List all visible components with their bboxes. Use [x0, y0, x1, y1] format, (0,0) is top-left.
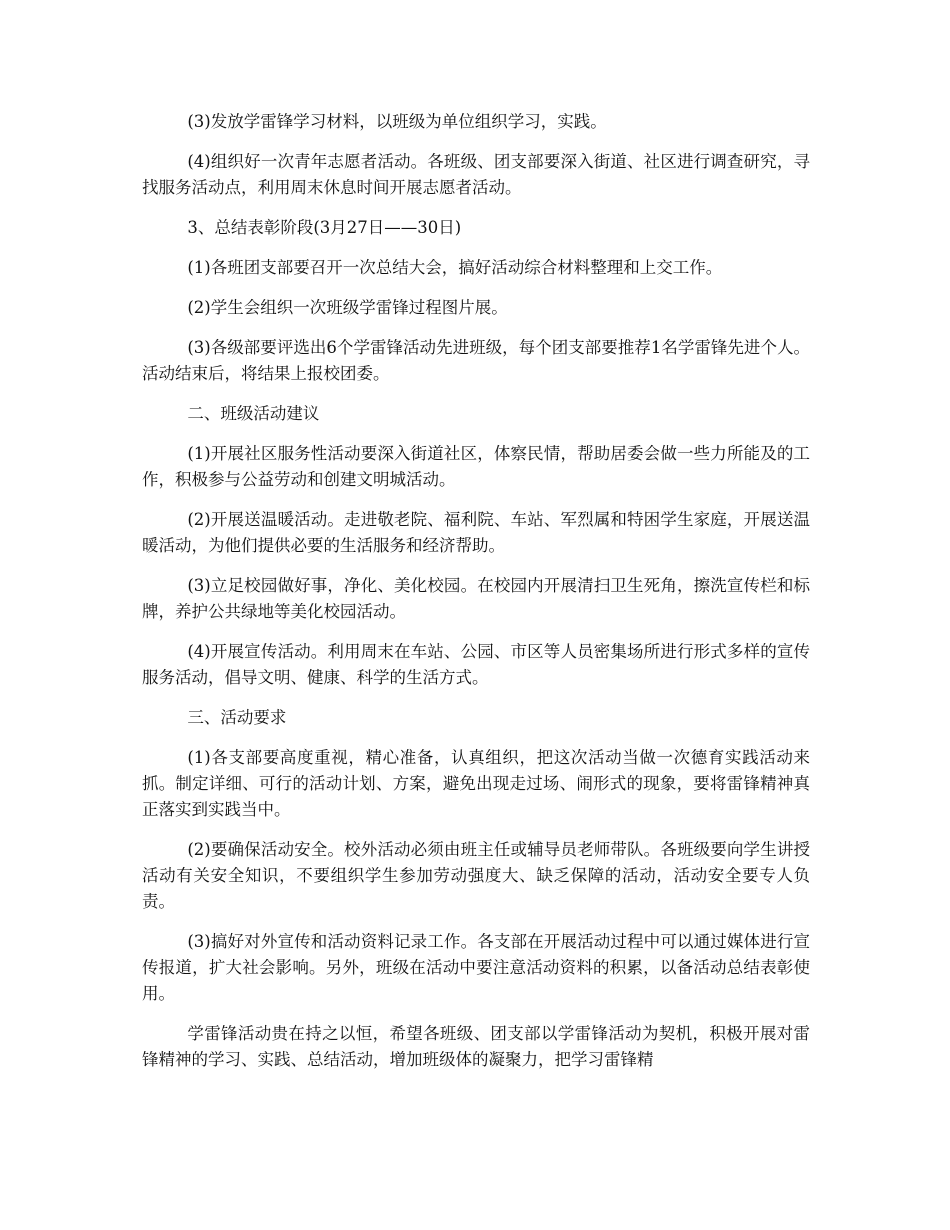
- paragraph-community-service: (1)开展社区服务性活动要深入街道社区，体察民情，帮助居委会做一些力所能及的工作，积极参与公益劳动和创建文明城活动。: [142, 444, 810, 489]
- section-class-suggestions-heading: 二、班级活动建议: [187, 404, 320, 423]
- paragraph-campus-good-deeds: (3)立足校园做好事，净化、美化校园。在校园内开展清扫卫生死角，擦洗宣传栏和标牌，养护公共绿地等美化校园活动。: [142, 576, 810, 621]
- paragraph-closing: 学雷锋活动贵在持之以恒，希望各班级、团支部以学雷锋活动为契机，积极开展对雷锋精神的学习、实践、总结活动，增加班级体的凝聚力，把学习雷锋精: [142, 1024, 810, 1069]
- section-summary-stage-heading: 3、总结表彰阶段(3月27日——30日): [187, 218, 462, 237]
- paragraph-photo-exhibition: (2)学生会组织一次班级学雷锋过程图片展。: [187, 298, 508, 317]
- paragraph-distribute-materials: (3)发放学雷锋学习材料，以班级为单位组织学习，实践。: [187, 112, 607, 131]
- paragraph-volunteer-activity: (4)组织好一次青年志愿者活动。各班级、团支部要深入街道、社区进行调查研究，寻找服务活动点，利用周末休息时间开展志愿者活动。: [142, 152, 810, 197]
- paragraph-warmth-activity: (2)开展送温暖活动。走进敬老院、福利院、车站、军烈属和特困学生家庭，开展送温暖活动，为他们提供必要的生活服务和经济帮助。: [142, 510, 810, 555]
- document-page: [142, 109, 810, 1087]
- paragraph-high-attention: (1)各支部要高度重视，精心准备，认真组织，把这次活动当做一次德育实践活动来抓。制定详细、可行的活动计划、方案，避免出现走过场、闹形式的现象，要将雷锋精神真正落实到实践当中。: [142, 748, 810, 819]
- paragraph-summary-meeting: (1)各班团支部要召开一次总结大会，搞好活动综合材料整理和上交工作。: [187, 258, 723, 277]
- paragraph-safety: (2)要确保活动安全。校外活动必须由班主任或辅导员老师带队。各班级要向学生讲授活动有关安全知识，不要组织学生参加劳动强度大、缺乏保障的活动，活动安全要专人负责。: [142, 840, 810, 911]
- paragraph-publicity-records: (3)搞好对外宣传和活动资料记录工作。各支部在开展活动过程中可以通过媒体进行宣传报道，扩大社会影响。另外，班级在活动中要注意活动资料的积累，以备活动总结表彰使用。: [142, 932, 810, 1003]
- paragraph-select-advanced: (3)各级部要评选出6个学雷锋活动先进班级，每个团支部要推荐1名学雷锋先进个人。活动结束后，将结果上报校团委。: [142, 338, 810, 383]
- paragraph-publicity-activity: (4)开展宣传活动。利用周末在车站、公园、市区等人员密集场所进行形式多样的宣传服务活动，倡导文明、健康、科学的生活方式。: [142, 642, 810, 687]
- section-requirements-heading: 三、活动要求: [187, 708, 287, 727]
